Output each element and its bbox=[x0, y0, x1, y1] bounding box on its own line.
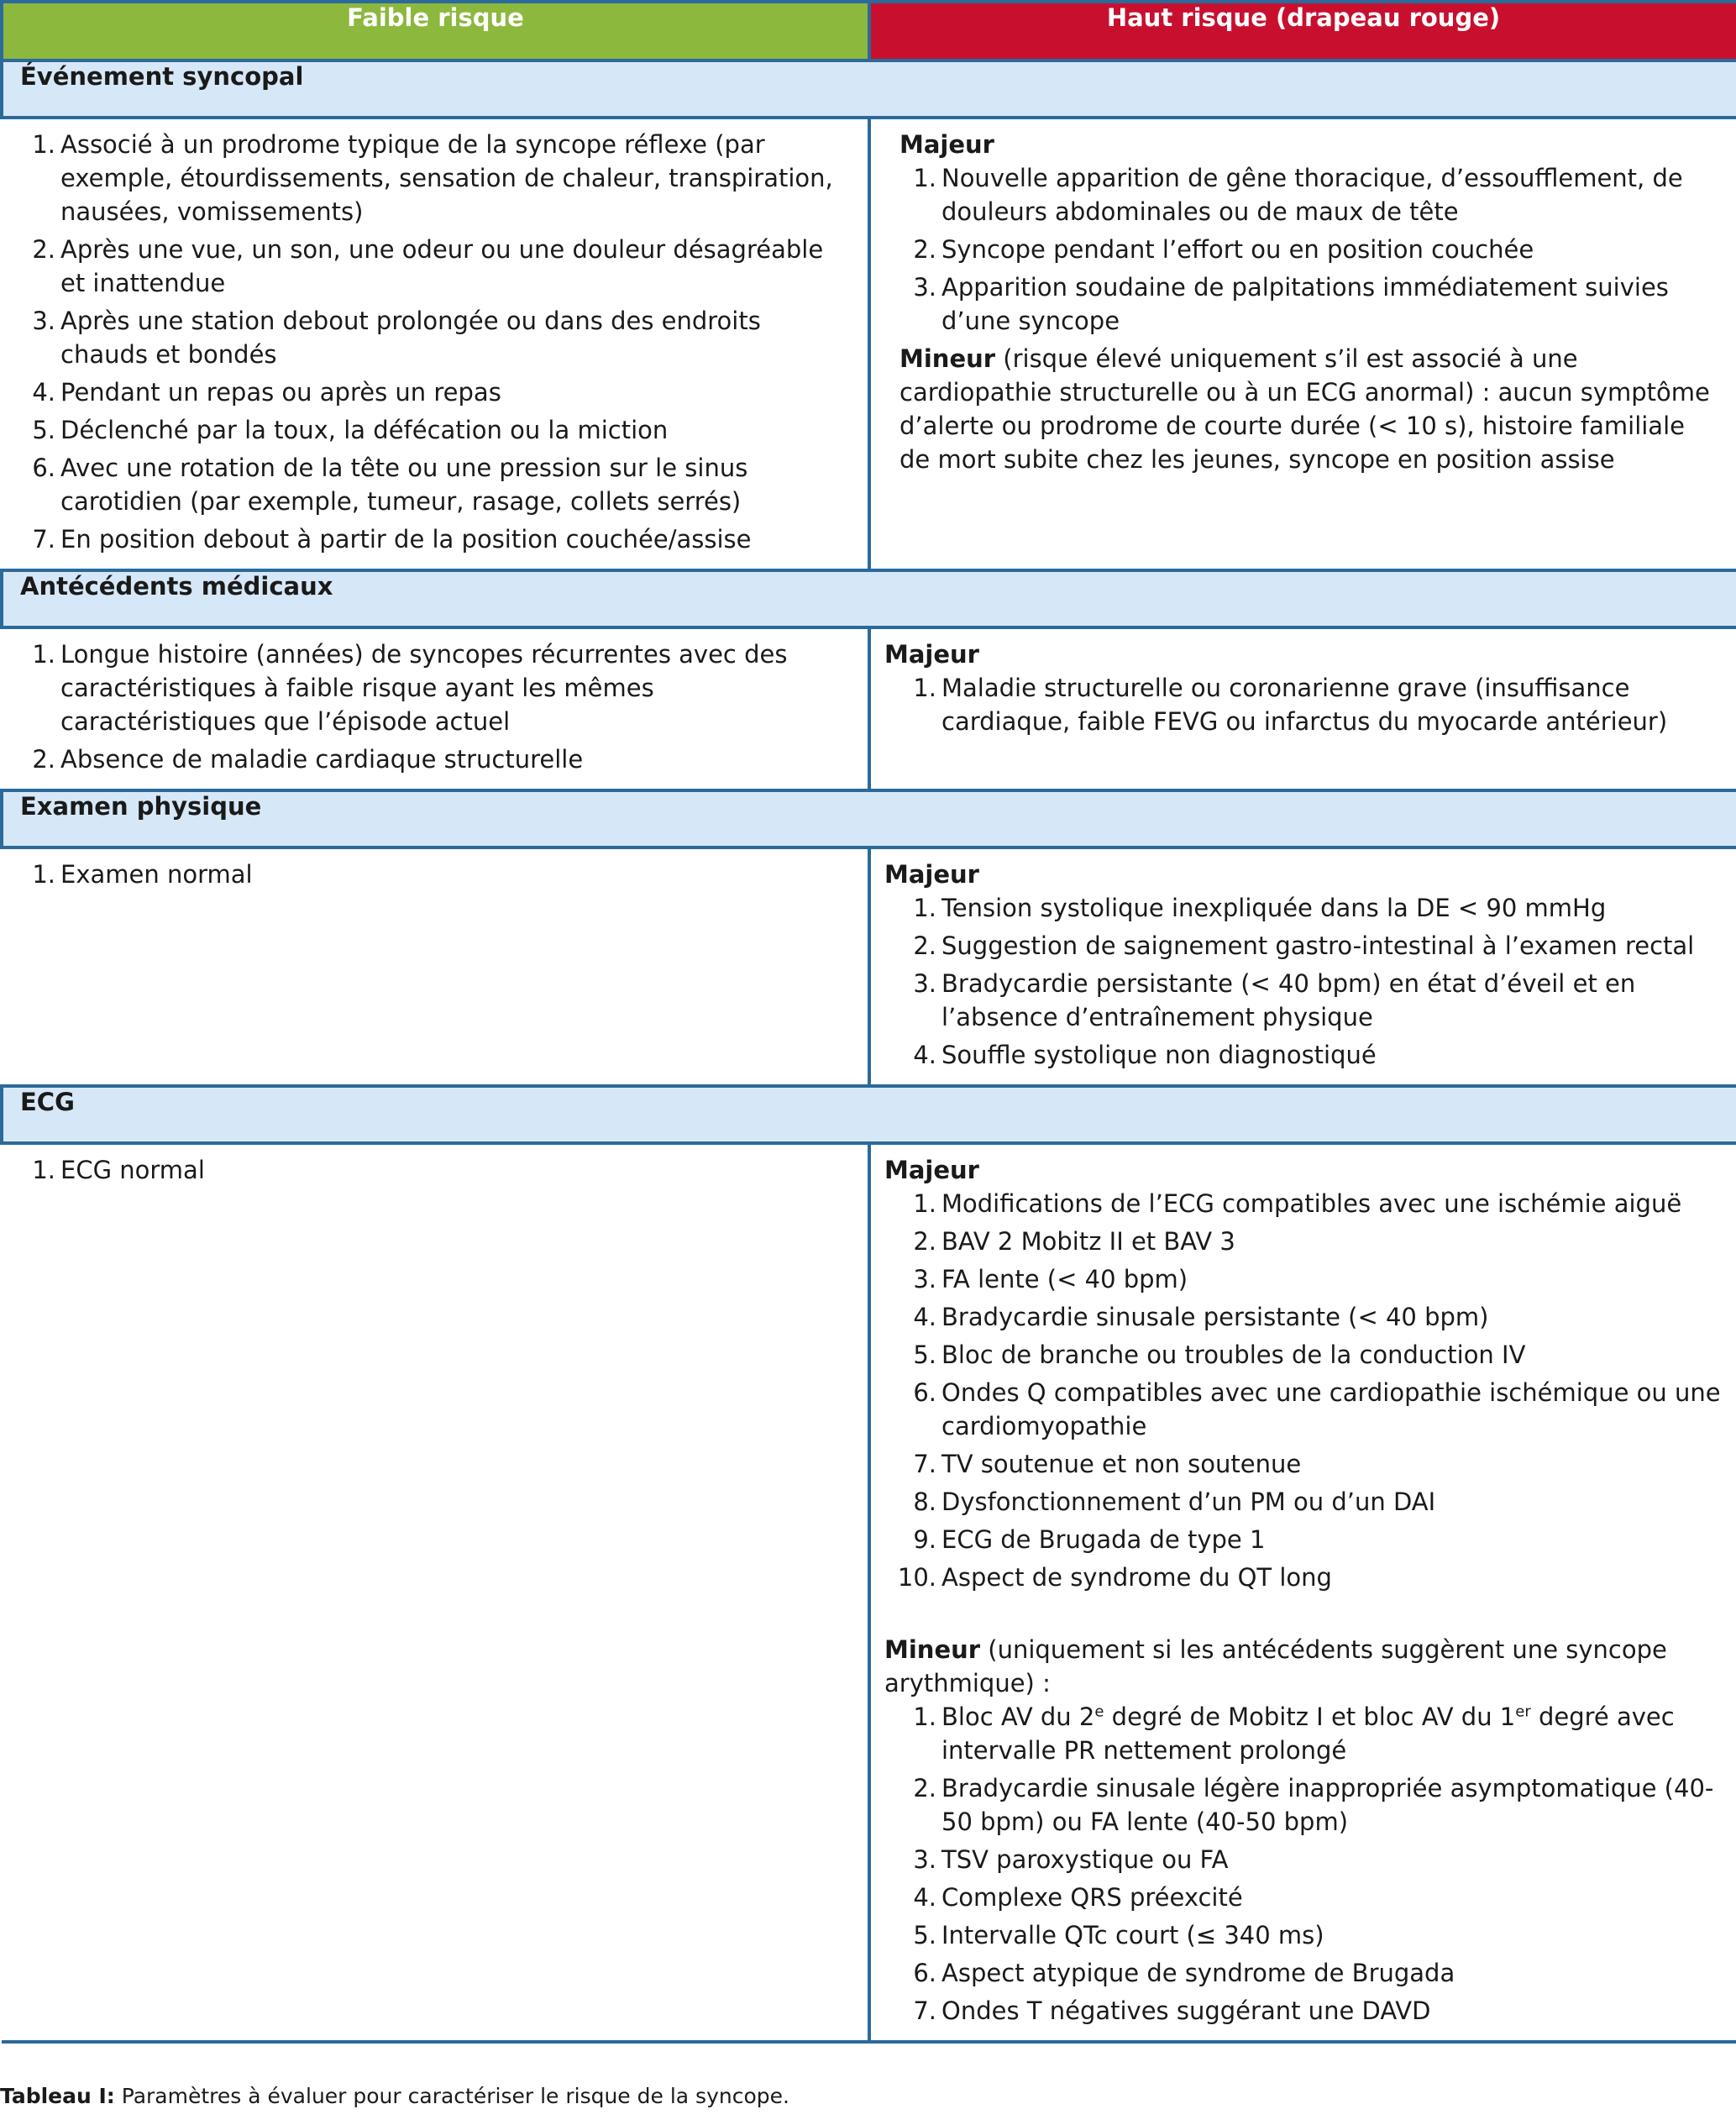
list-item: 1. Maladie structurelle ou coronarienne grave (insuffisance cardiaque, faible FEVG ou infarctus du myocarde antérieur) bbox=[913, 674, 1668, 736]
minor-title: Mineur bbox=[884, 1635, 981, 1664]
list-item: 3. TSV paroxystique ou FA bbox=[913, 1845, 1229, 1874]
list-item: 1. Bloc AV du 2e degré de Mobitz I et bloc AV du 1er degré avec intervalle PR nettement prolongé bbox=[913, 1703, 1675, 1765]
major-title: Majeur bbox=[884, 1156, 979, 1184]
list-item: 8. Dysfonctionnement d’un PM ou d’un DAI bbox=[913, 1488, 1436, 1516]
list-item: 7. Ondes T négatives suggérant une DAVD bbox=[913, 1996, 1431, 2025]
low-risk-list bbox=[18, 128, 852, 556]
caption-label: Tableau I: bbox=[0, 2084, 115, 2108]
list-item: 1. Nouvelle apparition de gêne thoracique, d’essoufflement, de douleurs abdominales ou de maux de tête bbox=[913, 164, 1683, 226]
list-item: 2. Syncope pendant l’effort ou en position couchée bbox=[913, 235, 1534, 264]
section-row-physical-exam bbox=[2, 847, 1736, 1086]
minor-paragraph: Mineur (risque élevé uniquement s’il est associé à une cardiopathie structurelle ou à un ECG anormal) : aucun symptôme d’alerte ou prodrome de courte durée (< 10 s), histoire familiale de mort subite chez les jeunes, syncope en position assise bbox=[899, 344, 1710, 474]
list-item: 2. Après une vue, un son, une odeur ou une douleur désagréable et inattendue bbox=[32, 235, 824, 297]
low-risk-list bbox=[18, 1153, 852, 1187]
section-row-medical-history bbox=[2, 627, 1736, 790]
low-risk-list bbox=[18, 858, 852, 891]
high-risk-cell bbox=[869, 627, 1736, 790]
list-item: 1. Associé à un prodrome typique de la syncope réflexe (par exemple, étourdissements, sensation de chaleur, transpiration, nausées, vomissements) bbox=[32, 130, 833, 226]
list-item: 6. Aspect atypique de syndrome de Brugada bbox=[913, 1959, 1455, 1987]
list-item: 3. Après une station debout prolongée ou dans des endroits chauds et bondés bbox=[32, 307, 761, 369]
list-item: 6. Ondes Q compatibles avec une cardiopathie ischémique ou une cardiomyopathie bbox=[913, 1378, 1721, 1440]
list-item: 2. BAV 2 Mobitz II et BAV 3 bbox=[913, 1227, 1235, 1256]
list-item: 7. TV soutenue et non soutenue bbox=[913, 1450, 1302, 1478]
section-title-ecg: ECG bbox=[2, 1086, 1736, 1143]
high-risk-cell bbox=[869, 118, 1736, 570]
low-risk-cell bbox=[2, 627, 869, 790]
section-title-syncopal-event: Événement syncopal bbox=[2, 60, 1736, 118]
list-item: 1. Tension systolique inexpliquée dans la DE < 90 mmHg bbox=[913, 894, 1607, 922]
list-item: 5. Intervalle QTc court (≤ 340 ms) bbox=[913, 1921, 1324, 1949]
section-title-medical-history: Antécédents médicaux bbox=[2, 570, 1736, 627]
list-item: 3. Bradycardie persistante (< 40 bpm) en état d’éveil et en l’absence d’entraînement physique bbox=[913, 969, 1636, 1031]
section-row-ecg bbox=[2, 1143, 1736, 2042]
list-item: 5. Déclenché par la toux, la défécation ou la miction bbox=[32, 416, 669, 444]
list-item: 4. Bradycardie sinusale persistante (< 40 bpm) bbox=[913, 1303, 1489, 1331]
section-row-syncopal-event bbox=[2, 118, 1736, 570]
major-group bbox=[884, 128, 1723, 476]
list-item: 7. En position debout à partir de la position couchée/assise bbox=[32, 525, 752, 554]
table-caption bbox=[0, 2084, 789, 2108]
major-list bbox=[884, 891, 1723, 1072]
list-item: 2. Bradycardie sinusale légère inappropriée asymptomatique (40-50 bpm) ou FA lente (40-50 bpm) bbox=[913, 1774, 1714, 1836]
caption-text: Paramètres à évaluer pour caractériser le risque de la syncope. bbox=[114, 2084, 789, 2108]
list-item: 4. Souffle systolique non diagnostiqué bbox=[913, 1041, 1377, 1069]
low-risk-cell bbox=[2, 847, 869, 1086]
low-risk-list bbox=[18, 638, 852, 776]
section-title-physical-exam: Examen physique bbox=[2, 790, 1736, 847]
major-title: Majeur bbox=[899, 130, 994, 159]
major-list bbox=[884, 1187, 1723, 1594]
low-risk-cell bbox=[2, 1143, 869, 2042]
list-item: 2. Absence de maladie cardiaque structurelle bbox=[32, 745, 584, 774]
list-item: 10. Aspect de syndrome du QT long bbox=[897, 1563, 1332, 1592]
list-item: 4. Pendant un repas ou après un repas bbox=[32, 378, 501, 407]
major-list bbox=[884, 671, 1723, 738]
minor-paragraph: Mineur (uniquement si les antécédents suggèrent une syncope arythmique) : bbox=[884, 1635, 1667, 1697]
major-title: Majeur bbox=[884, 640, 979, 669]
high-risk-cell bbox=[869, 847, 1736, 1086]
header-high-risk: Haut risque (drapeau rouge) bbox=[869, 2, 1736, 60]
list-item: 1. Modifications de l’ECG compatibles avec une ischémie aiguë bbox=[913, 1189, 1682, 1218]
list-item: 1. ECG normal bbox=[32, 1156, 205, 1184]
header-low-risk: Faible risque bbox=[2, 2, 869, 60]
list-item: 1. Longue histoire (années) de syncopes récurrentes avec des caractéristiques à faible risque ayant les mêmes caractéristiques que l’épisode actuel bbox=[32, 640, 788, 736]
list-item: 1. Examen normal bbox=[32, 860, 253, 889]
list-item: 3. Apparition soudaine de palpitations immédiatement suivies d’une syncope bbox=[913, 273, 1669, 335]
list-item: 2. Suggestion de saignement gastro-intestinal à l’examen rectal bbox=[913, 931, 1695, 960]
low-risk-cell bbox=[2, 118, 869, 570]
minor-list bbox=[884, 1700, 1723, 2028]
list-item: 9. ECG de Brugada de type 1 bbox=[913, 1525, 1266, 1554]
high-risk-cell bbox=[869, 1143, 1736, 2042]
minor-title: Mineur bbox=[899, 344, 996, 373]
list-item: 4. Complexe QRS préexcité bbox=[913, 1883, 1243, 1912]
list-item: 6. Avec une rotation de la tête ou une pression sur le sinus carotidien (par exemple, tumeur, rasage, collets serrés) bbox=[32, 454, 748, 516]
major-list bbox=[899, 161, 1723, 338]
major-title: Majeur bbox=[884, 860, 979, 889]
list-item: 3. FA lente (< 40 bpm) bbox=[913, 1265, 1188, 1293]
list-item: 5. Bloc de branche ou troubles de la conduction IV bbox=[913, 1341, 1526, 1369]
header-row bbox=[2, 2, 1736, 60]
